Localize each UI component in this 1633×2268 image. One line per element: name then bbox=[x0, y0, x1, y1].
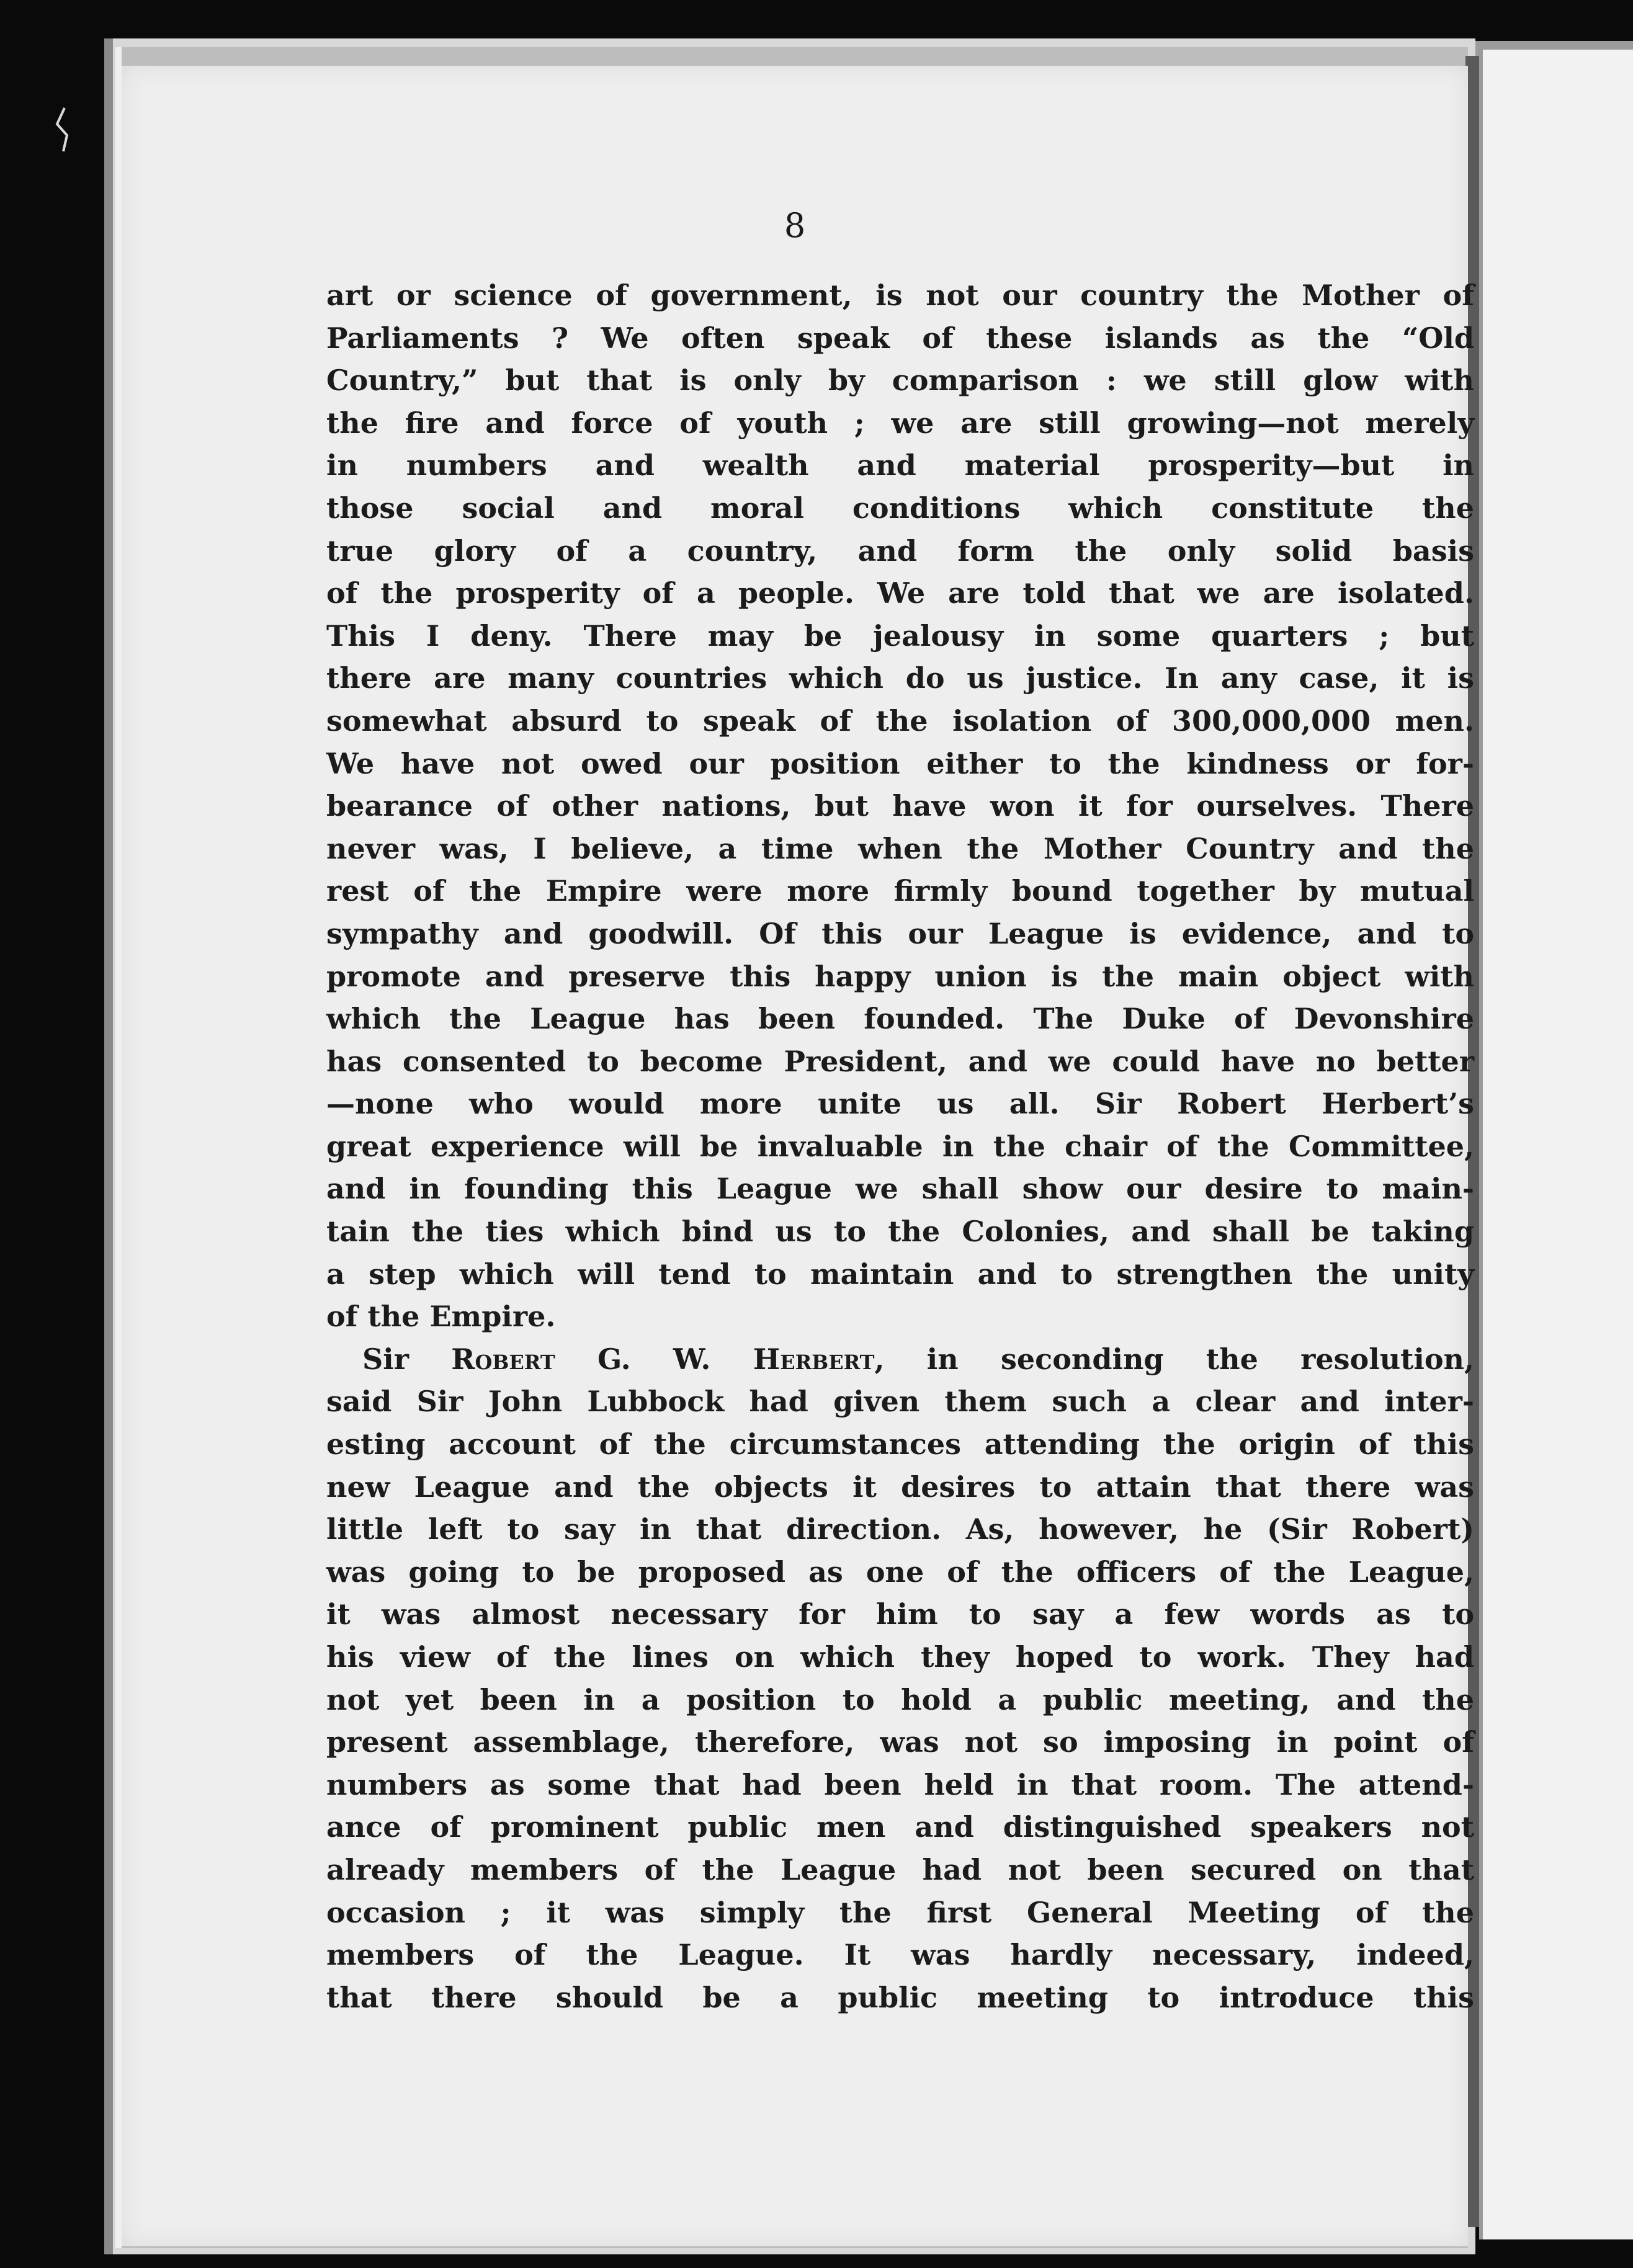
text-line: already members of the League had not been secured on that bbox=[326, 1852, 1474, 1886]
text-line: there are many countries which do us justice. In any case, it is bbox=[326, 661, 1474, 695]
text-line: the fire and force of youth ; we are still growing—not merely bbox=[326, 406, 1474, 440]
scan-artifact-mark bbox=[51, 105, 76, 155]
text-line: present assemblage, therefore, was not so imposing in point of bbox=[326, 1725, 1474, 1759]
body-text bbox=[326, 274, 1474, 2019]
facing-page-edge bbox=[1479, 50, 1633, 2239]
text-line: tain the ties which bind us to the Colonies, and shall be taking bbox=[326, 1215, 1474, 1249]
text-line: a step which will tend to maintain and to strengthen the unity bbox=[326, 1257, 1474, 1291]
document-page bbox=[122, 66, 1475, 2246]
text-line: Parliaments ? We often speak of these islands as the “Old bbox=[326, 321, 1474, 355]
text-line: those social and moral conditions which constitute the bbox=[326, 491, 1474, 525]
text-line: was going to be proposed as one of the officers of the League, bbox=[326, 1555, 1474, 1589]
text-line: that there should be a public meeting to introduce this bbox=[326, 1980, 1474, 2014]
text-line: true glory of a country, and form the only solid basis bbox=[326, 534, 1474, 568]
text-line: in numbers and wealth and material prosperity—but in bbox=[326, 449, 1474, 483]
text-line: little left to say in that direction. As, however, he (Sir Robert) bbox=[326, 1512, 1474, 1547]
text-line: —none who would more unite us all. Sir Robert Herbert’s bbox=[326, 1087, 1474, 1121]
text-line: rest of the Empire were more firmly bound together by mutual bbox=[326, 874, 1474, 908]
text-line: has consented to become President, and we could have no better bbox=[326, 1044, 1474, 1078]
text-line: not yet been in a position to hold a public meeting, and the bbox=[326, 1682, 1474, 1717]
text-line: Country,” but that is only by comparison : we still glow with bbox=[326, 364, 1474, 398]
speaker-name: Robert G. W. Herbert bbox=[451, 1342, 875, 1376]
text-line: ance of prominent public men and distinguished speakers not bbox=[326, 1810, 1474, 1844]
text-line: and in founding this League we shall show our desire to main- bbox=[326, 1172, 1474, 1206]
text-line bbox=[326, 1338, 1474, 1381]
text-line: of the Empire. bbox=[326, 1300, 556, 1334]
text-line: sympathy and goodwill. Of this our League is evidence, and to bbox=[326, 916, 1474, 950]
text-line: occasion ; it was simply the first General Meeting of the bbox=[326, 1895, 1474, 1929]
text-line: new League and the objects it desires to attain that there was bbox=[326, 1470, 1474, 1504]
text-line: never was, I believe, a time when the Mother Country and the bbox=[326, 831, 1474, 865]
text-line: esting account of the circumstances attending the origin of this bbox=[326, 1427, 1474, 1462]
text-line: promote and preserve this happy union is the main object with bbox=[326, 959, 1474, 993]
text-line: numbers as some that had been held in that room. The attend- bbox=[326, 1767, 1474, 1801]
text-line: This I deny. There may be jealousy in some quarters ; but bbox=[326, 618, 1474, 653]
text-line: great experience will be invaluable in the chair of the Committee, bbox=[326, 1129, 1474, 1163]
text-line: somewhat absurd to speak of the isolation of 300,000,000 men. bbox=[326, 703, 1474, 738]
text-line: art or science of government, is not our country the Mother of bbox=[326, 279, 1474, 312]
text-line: bearance of other nations, but have won it for ourselves. There bbox=[326, 789, 1474, 823]
text-line: it was almost necessary for him to say a few words as to bbox=[326, 1597, 1474, 1632]
text-line: said Sir John Lubbock had given them such a clear and inter- bbox=[326, 1385, 1474, 1419]
text-line: of the prosperity of a people. We are told that we are isolated. bbox=[326, 576, 1474, 610]
line-text: , in seconding the resolution, bbox=[874, 1342, 1475, 1376]
text-line: his view of the lines on which they hoped to work. They had bbox=[326, 1640, 1474, 1674]
page-number: 8 bbox=[784, 206, 806, 245]
text-line: members of the League. It was hardly necessary, indeed, bbox=[326, 1938, 1474, 1972]
text-line: which the League has been founded. The Duke of Devonshire bbox=[326, 1002, 1474, 1036]
speaker-prefix: Sir bbox=[362, 1342, 452, 1376]
text-line: We have not owed our position either to the kindness or for- bbox=[326, 746, 1474, 780]
